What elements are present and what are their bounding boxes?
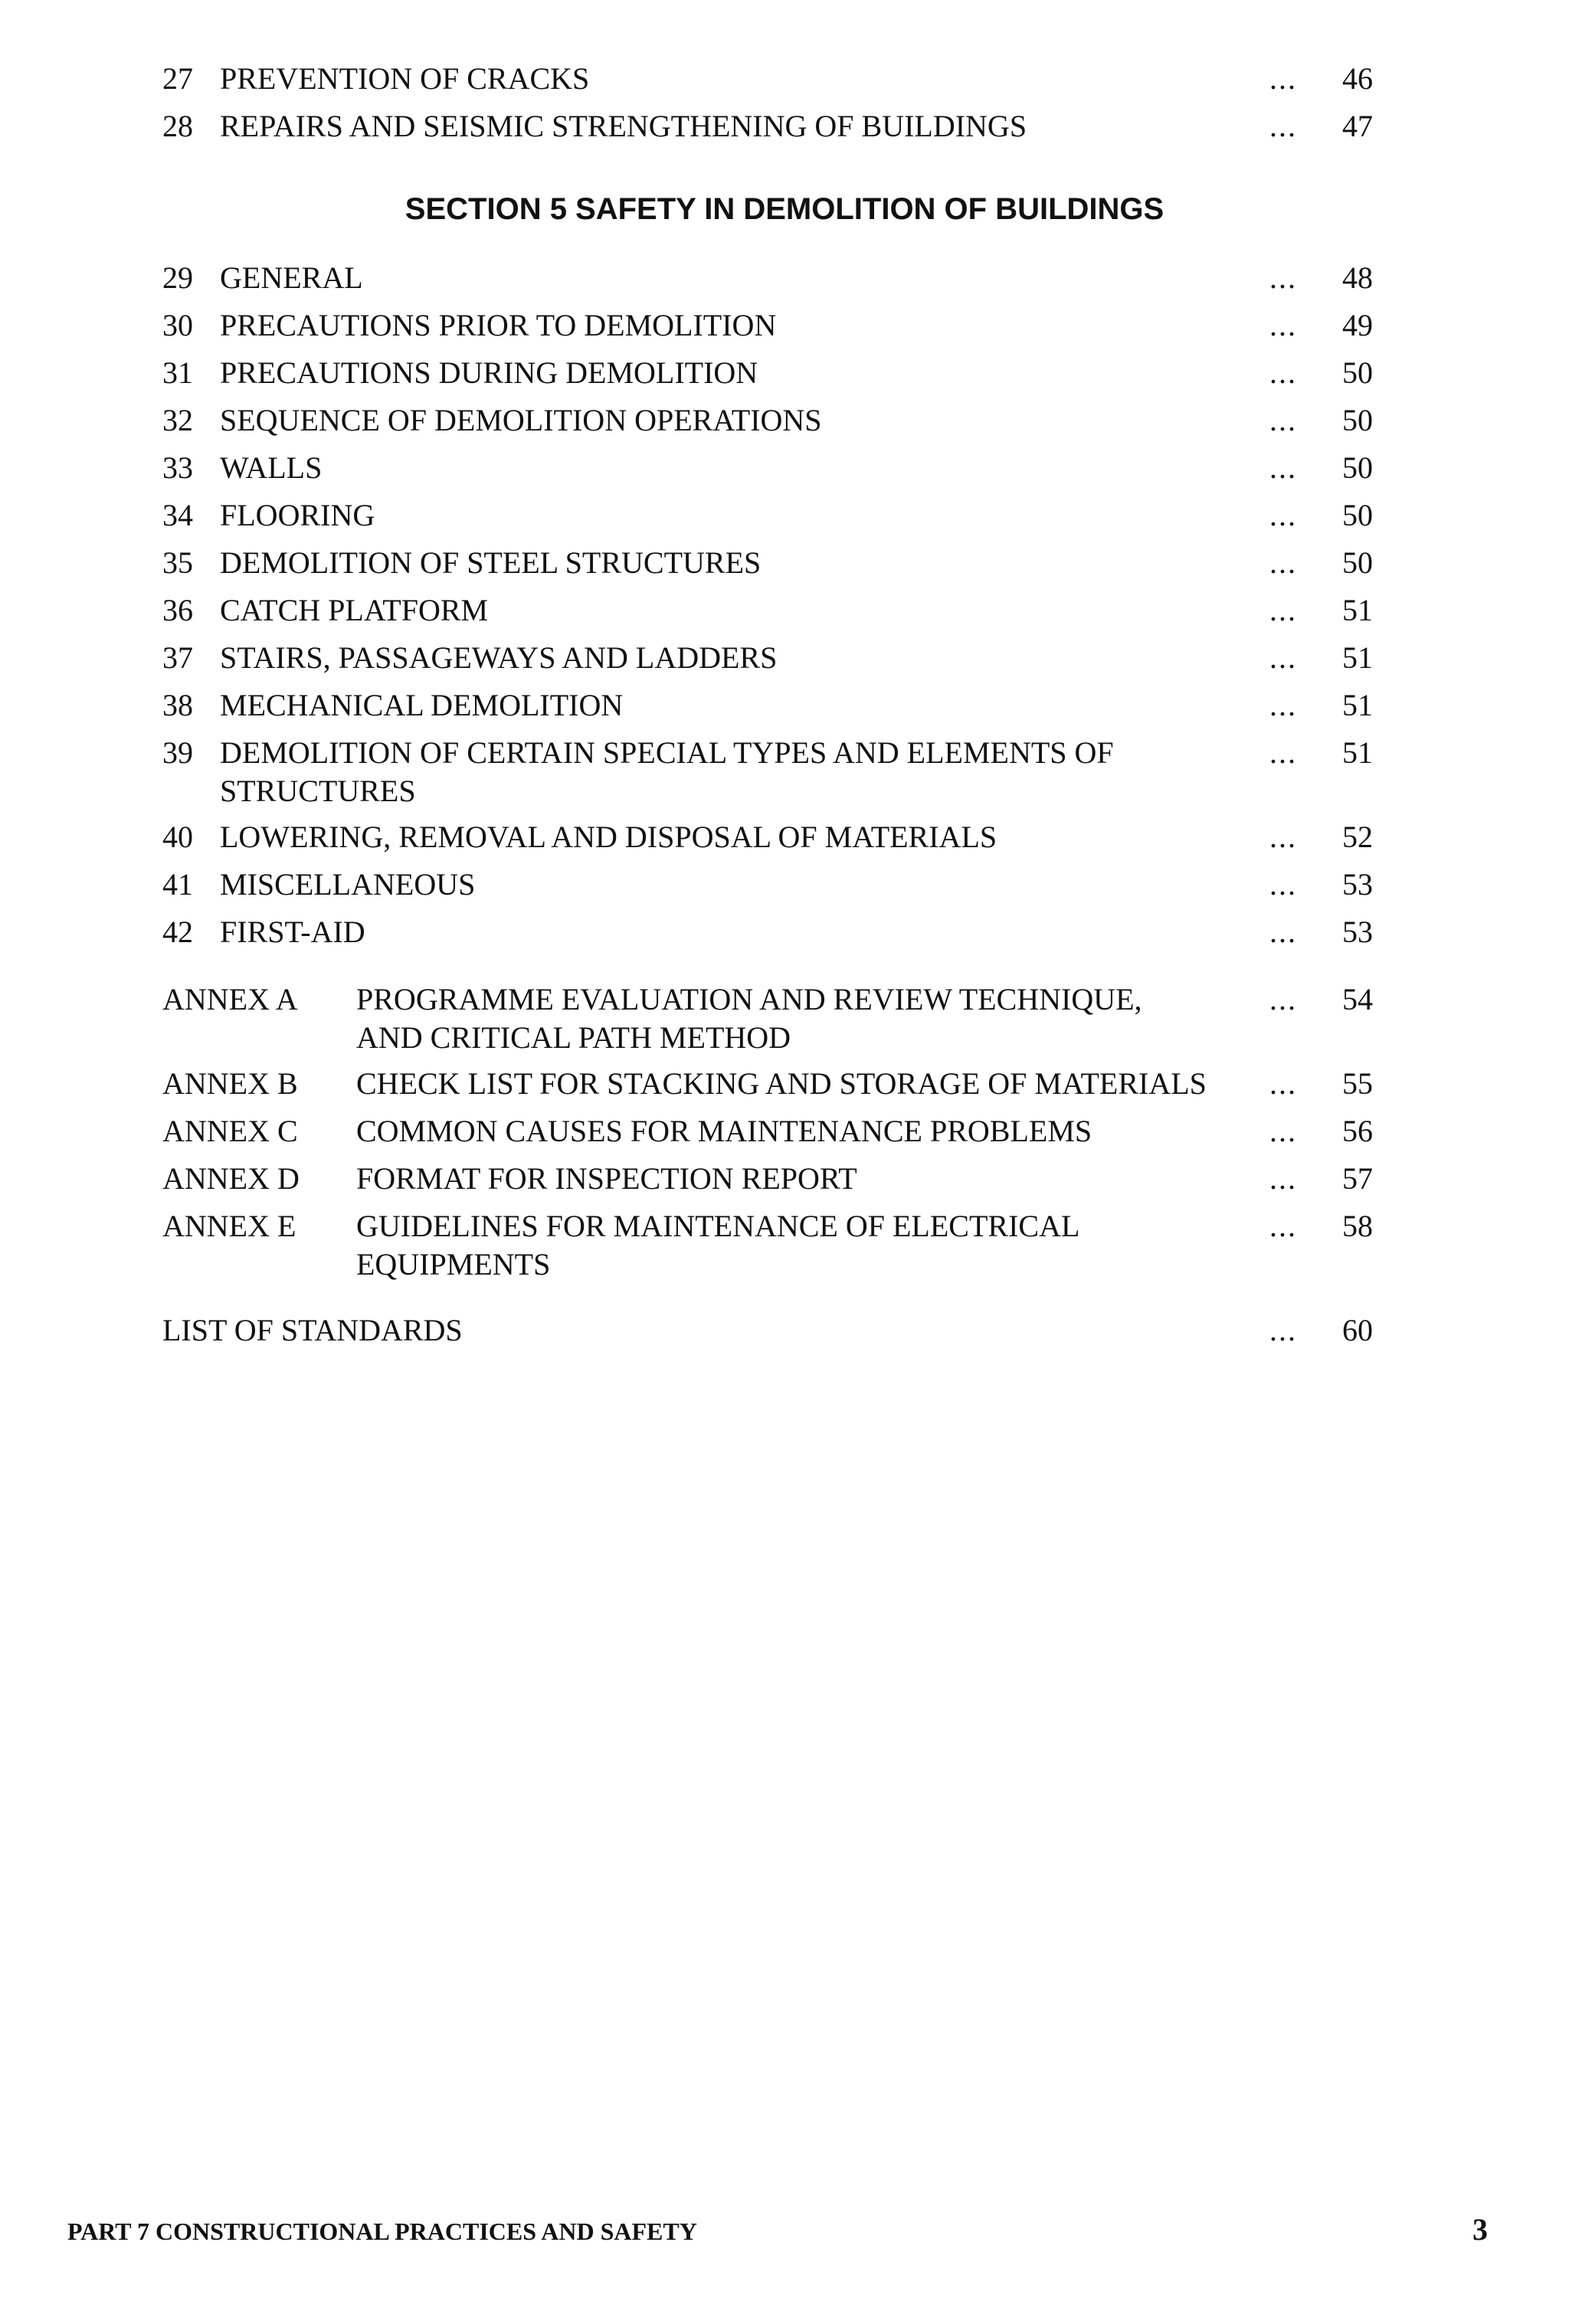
annex-title: GUIDELINES FOR MAINTENANCE OF ELECTRICAL [356, 1209, 1080, 1243]
toc-entry-page: 50 [1342, 403, 1373, 437]
toc-entry-number: 41 [162, 867, 193, 902]
toc-entry-number: 40 [162, 820, 193, 854]
annex-page: 58 [1342, 1209, 1373, 1243]
toc-entry-number: 35 [162, 545, 193, 580]
section-heading: SECTION 5 SAFETY IN DEMOLITION OF BUILDINGS [405, 192, 1164, 226]
toc-entry-page: 51 [1342, 688, 1373, 722]
toc-entry-page: 48 [1342, 260, 1373, 295]
annex-title: COMMON CAUSES FOR MAINTENANCE PROBLEMS [356, 1114, 1092, 1148]
toc-entry-title: STAIRS, PASSAGEWAYS AND LADDERS [220, 640, 778, 675]
toc-entry-title: DEMOLITION OF STEEL STRUCTURES [220, 545, 762, 580]
toc-entry-number: 27 [162, 61, 193, 96]
toc-entry-page: 46 [1342, 61, 1373, 96]
annex-title-continued: EQUIPMENTS [356, 1247, 551, 1281]
toc-entry-number: 38 [162, 688, 193, 722]
annex-title-continued: AND CRITICAL PATH METHOD [356, 1020, 791, 1055]
toc-entry-page: 50 [1342, 498, 1373, 532]
toc-entry-page: 51 [1342, 735, 1373, 770]
toc-entry-number: 37 [162, 640, 193, 675]
toc-entry-number: 36 [162, 593, 193, 627]
toc-leader-dots: ... [1269, 1313, 1297, 1347]
toc-entry-page: 53 [1342, 867, 1373, 902]
footer-page-number: 3 [1472, 2212, 1488, 2247]
toc-entry-number: 33 [162, 450, 193, 485]
annex-label: ANNEX C [162, 1114, 298, 1148]
toc-leader-dots: ... [1269, 735, 1297, 770]
toc-entry-page: 47 [1342, 109, 1373, 143]
toc-leader-dots: ... [1269, 61, 1297, 96]
toc-leader-dots: ... [1269, 593, 1297, 627]
toc-entry-page: 51 [1342, 640, 1373, 675]
toc-entry-number: 30 [162, 308, 193, 342]
toc-leader-dots: ... [1269, 688, 1297, 722]
annex-page: 57 [1342, 1161, 1373, 1196]
list-of-standards-page: 60 [1342, 1313, 1373, 1347]
toc-leader-dots: ... [1269, 109, 1297, 143]
toc-entry-title: WALLS [220, 450, 323, 485]
annex-title: PROGRAMME EVALUATION AND REVIEW TECHNIQUE, [356, 982, 1142, 1016]
toc-entry-number: 31 [162, 355, 193, 390]
toc-entry-page: 52 [1342, 820, 1373, 854]
annex-page: 54 [1342, 982, 1373, 1016]
toc-leader-dots: ... [1269, 1161, 1297, 1196]
toc-entry-title: CATCH PLATFORM [220, 593, 489, 627]
toc-leader-dots: ... [1269, 1066, 1297, 1101]
annex-title: FORMAT FOR INSPECTION REPORT [356, 1161, 857, 1196]
toc-entry-title: PRECAUTIONS DURING DEMOLITION [220, 355, 758, 390]
toc-leader-dots: ... [1269, 403, 1297, 437]
toc-leader-dots: ... [1269, 915, 1297, 949]
toc-entry-number: 42 [162, 915, 193, 949]
toc-leader-dots: ... [1269, 308, 1297, 342]
toc-entry-title: MISCELLANEOUS [220, 867, 476, 902]
toc-entry-page: 50 [1342, 450, 1373, 485]
annex-label: ANNEX D [162, 1161, 300, 1196]
toc-entry-title: GENERAL [220, 260, 363, 295]
list-of-standards-title: LIST OF STANDARDS [162, 1313, 463, 1347]
toc-leader-dots: ... [1269, 260, 1297, 295]
annex-label: ANNEX A [162, 982, 298, 1016]
toc-leader-dots: ... [1269, 355, 1297, 390]
toc-entry-title: MECHANICAL DEMOLITION [220, 688, 624, 722]
annex-page: 55 [1342, 1066, 1373, 1101]
toc-entry-title: FIRST-AID [220, 915, 365, 949]
toc-entry-title: PRECAUTIONS PRIOR TO DEMOLITION [220, 308, 777, 342]
toc-entry-page: 50 [1342, 545, 1373, 580]
toc-entry-page: 50 [1342, 355, 1373, 390]
annex-label: ANNEX E [162, 1209, 296, 1243]
toc-leader-dots: ... [1269, 450, 1297, 485]
annex-page: 56 [1342, 1114, 1373, 1148]
toc-entry-page: 49 [1342, 308, 1373, 342]
toc-leader-dots: ... [1269, 867, 1297, 902]
toc-entry-number: 34 [162, 498, 193, 532]
toc-leader-dots: ... [1269, 545, 1297, 580]
toc-entry-title: REPAIRS AND SEISMIC STRENGTHENING OF BUILDINGS [220, 109, 1027, 143]
toc-leader-dots: ... [1269, 498, 1297, 532]
toc-entry-page: 53 [1342, 915, 1373, 949]
toc-leader-dots: ... [1269, 1114, 1297, 1148]
footer-part-title: PART 7 CONSTRUCTIONAL PRACTICES AND SAFETY [67, 2218, 697, 2245]
toc-entry-number: 29 [162, 260, 193, 295]
toc-leader-dots: ... [1269, 982, 1297, 1016]
toc-entry-title: SEQUENCE OF DEMOLITION OPERATIONS [220, 403, 822, 437]
annex-title: CHECK LIST FOR STACKING AND STORAGE OF MATERIALS [356, 1066, 1207, 1101]
toc-entry-title: LOWERING, REMOVAL AND DISPOSAL OF MATERIALS [220, 820, 997, 854]
toc-entry-number: 28 [162, 109, 193, 143]
toc-entry-title: PREVENTION OF CRACKS [220, 61, 590, 96]
toc-entry-page: 51 [1342, 593, 1373, 627]
toc-entry-title: FLOORING [220, 498, 375, 532]
toc-leader-dots: ... [1269, 640, 1297, 675]
toc-leader-dots: ... [1269, 1209, 1297, 1243]
toc-entry-title-continued: STRUCTURES [220, 774, 416, 808]
toc-entry-title: DEMOLITION OF CERTAIN SPECIAL TYPES AND ELEMENTS OF [220, 735, 1114, 770]
annex-label: ANNEX B [162, 1066, 298, 1101]
toc-leader-dots: ... [1269, 820, 1297, 854]
toc-entry-number: 32 [162, 403, 193, 437]
toc-entry-number: 39 [162, 735, 193, 770]
